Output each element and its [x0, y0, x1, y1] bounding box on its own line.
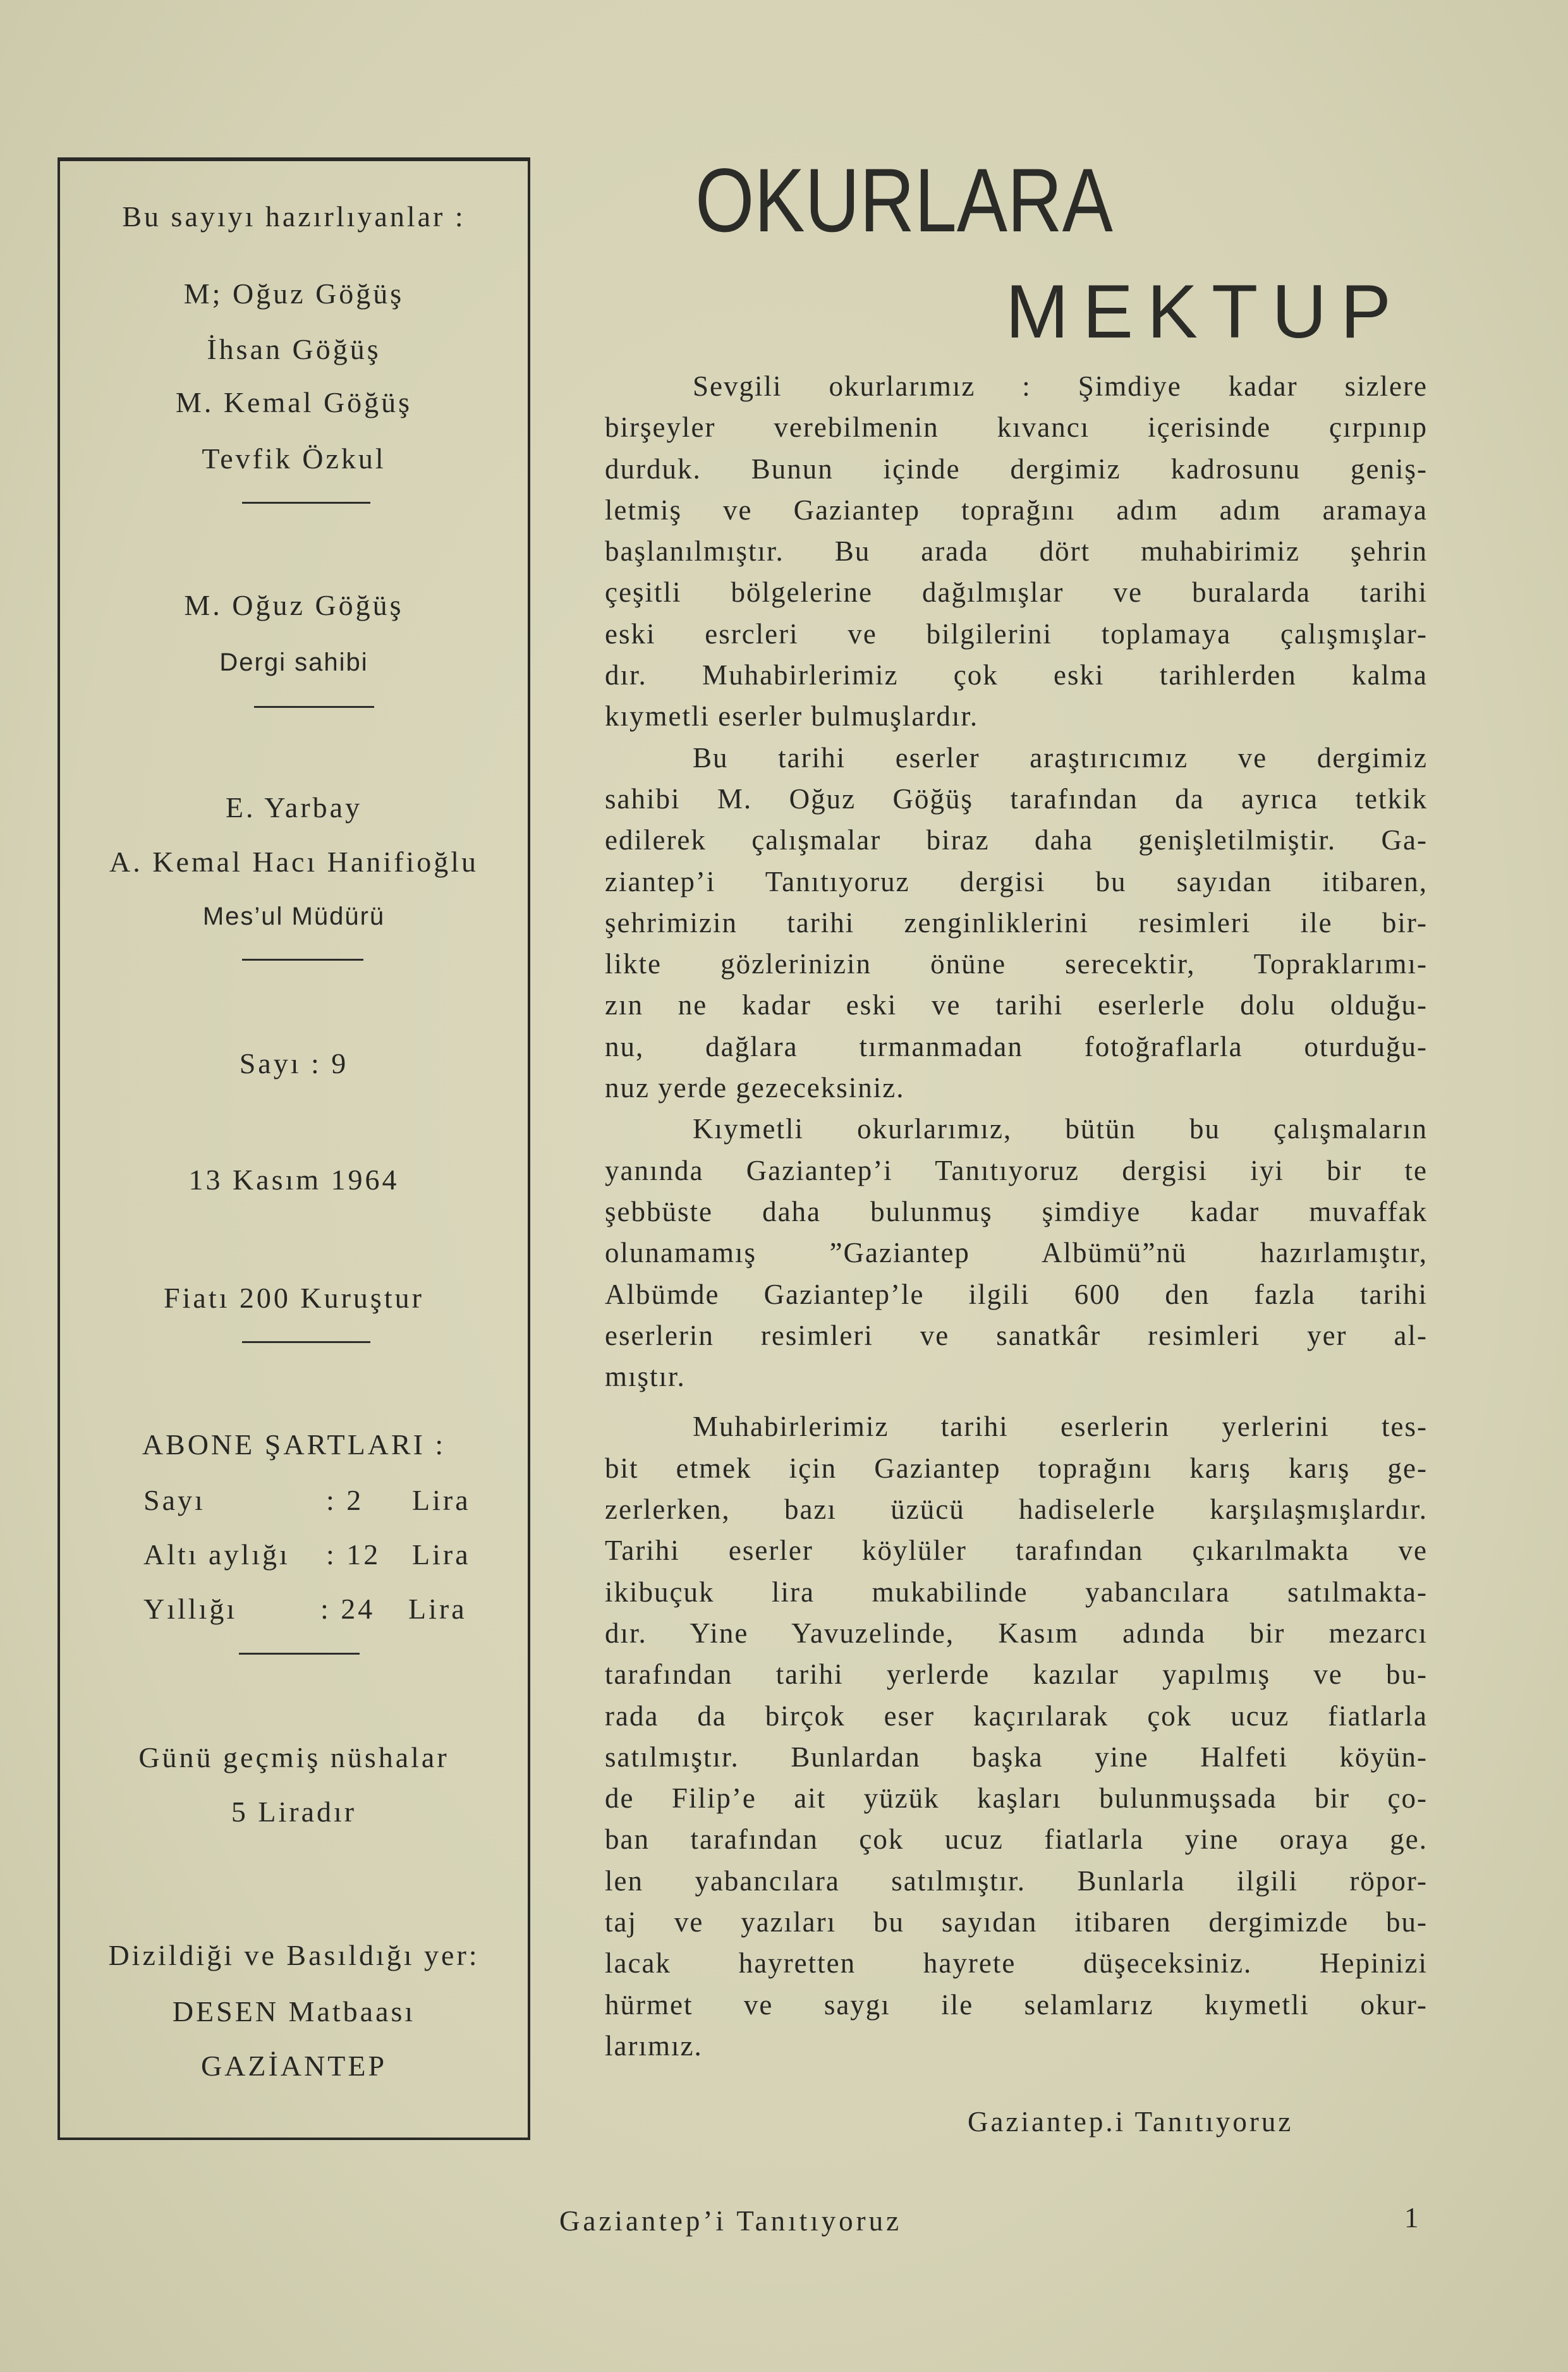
- text-line: çeşitli bölgelerine dağılmışlar ve buralarda tarihi: [605, 576, 1428, 609]
- text-line: sahibi M. Oğuz Göğüş tarafından da ayrıca tetkik: [605, 782, 1428, 815]
- editor-name: İhsan Göğüş: [207, 333, 381, 365]
- article-title-mektup: MEKTUP: [1006, 269, 1406, 354]
- text-line: birşeyler verebilmenin kıvancı içerisinde çırpınıp: [605, 411, 1428, 444]
- owner-name: M. Oğuz Göğüş: [184, 589, 404, 621]
- text-line: lacak hayretten hayrete düşeceksiniz. Hepinizi: [605, 1947, 1428, 1980]
- text-line: dır. Muhabirlerimiz çok eski tarihlerden kalma: [605, 659, 1428, 691]
- subscription-label: Yıllığı: [143, 1593, 238, 1625]
- text-line: kıymetli eserler bulmuşlardır.: [605, 700, 979, 733]
- text-line: zın ne kadar eski ve tarihi eserlerle dolu olduğu-: [605, 989, 1428, 1021]
- text-line: yanında Gaziantep’i Tanıtıyoruz dergisi iyi bir te: [605, 1154, 1428, 1186]
- manager-role: Mes’ul Müdürü: [202, 903, 386, 930]
- text-line: Albümde Gaziantep’le ilgili 600 den fazla tarihi: [605, 1278, 1428, 1310]
- subscription-value: : 2: [326, 1484, 364, 1516]
- subscription-label: Sayı: [143, 1484, 205, 1516]
- text-line: edilerek çalışmalar biraz daha genişletilmiştir. Ga-: [605, 824, 1428, 856]
- text-line: eski esrcleri ve bilgilerini toplamaya çalışmışlar-: [605, 617, 1428, 650]
- article-title-okurlara: OKURLARA: [695, 150, 1113, 251]
- paragraph: [605, 366, 1428, 738]
- text-line: de Filip’e ait yüzük kaşları bulunmuşsada bir ço-: [605, 1782, 1428, 1815]
- text-line: durduk. Bunun içinde dergimiz kadrosunu geniş-: [605, 453, 1428, 485]
- divider: [239, 1653, 360, 1655]
- article-signature: Gaziantep.i Tanıtıyoruz: [968, 2106, 1294, 2138]
- subscription-unit: Lira: [412, 1538, 471, 1571]
- text-line: Sevgili okurlarımız : Şimdiye kadar sizlere: [693, 370, 1428, 402]
- text-line: Tarihi eserler köylüler tarafından çıkarılmakta ve: [605, 1535, 1428, 1567]
- text-line: taj ve yazıları bu sayıdan itibaren dergimizde bu-: [605, 1906, 1428, 1938]
- paragraph: [605, 738, 1428, 1109]
- text-line: şehrimizin tarihi zenginliklerini resimleri ile bir-: [605, 906, 1428, 939]
- masthead-heading: Bu sayıyı hazırlıyanlar :: [122, 200, 466, 233]
- text-line: Muhabirlerimiz tarihi eserlerin yerlerini tes-: [693, 1411, 1428, 1443]
- printer-label: Dizildiği ve Basıldığı yer:: [108, 1939, 480, 1971]
- editor-name: Tevfik Özkul: [202, 442, 386, 475]
- back-issues-note: Günü geçmiş nüshalar: [138, 1741, 449, 1773]
- text-line: şebbüste daha bulunmuş şimdiye kadar muvaffak: [605, 1195, 1428, 1227]
- printer-name: DESEN Matbaası: [172, 1995, 416, 2028]
- footer-magazine-title: Gaziantep’i Tanıtıyoruz: [559, 2205, 903, 2237]
- divider: [242, 959, 363, 961]
- subscription-unit: Lira: [412, 1484, 471, 1516]
- text-line: nuz yerde gezeceksiniz.: [605, 1072, 905, 1104]
- manager-rank: E. Yarbay: [225, 791, 363, 824]
- text-line: hürmet ve saygı ile selamlarız kıymetli okur-: [605, 1988, 1428, 2021]
- text-line: rada da birçok eser kaçırılarak çok ucuz fiatlarla: [605, 1700, 1428, 1732]
- paragraph: [605, 1109, 1428, 1397]
- article-body: [605, 366, 1428, 2067]
- text-line: tarafından tarihi yerlerde kazılar yapılmış ve bu-: [605, 1658, 1428, 1691]
- editor-name: M. Kemal Göğüş: [175, 386, 413, 418]
- text-line: başlanılmıştır. Bu arada dört muhabirimiz şehrin: [605, 535, 1428, 568]
- divider: [242, 502, 370, 504]
- text-line: dır. Yine Yavuzelinde, Kasım adında bir mezarcı: [605, 1617, 1428, 1649]
- text-line: ziantep’i Tanıtıyoruz dergisi bu sayıdan itibaren,: [605, 865, 1428, 897]
- page-number: 1: [1404, 2202, 1419, 2234]
- text-line: nu, dağlara tırmanmadan fotoğraflarla oturduğu-: [605, 1030, 1428, 1062]
- text-line: mıştır.: [605, 1361, 686, 1393]
- text-line: bit etmek için Gaziantep toprağını karış karış ge-: [605, 1452, 1428, 1484]
- text-line: ban tarafından çok ucuz fiatlarla yine oraya ge.: [605, 1823, 1428, 1856]
- issue-date: 13 Kasım 1964: [188, 1164, 399, 1196]
- text-line: eserlerin resimleri ve sanatkâr resimleri yer al-: [605, 1319, 1428, 1351]
- divider: [242, 1341, 370, 1343]
- text-line: len yabancılara satılmıştır. Bunlarla ilgili röpor-: [605, 1864, 1428, 1897]
- text-line: ikibuçuk lira mukabilinde yabancılara satılmakta-: [605, 1576, 1428, 1608]
- text-line: larımız.: [605, 2029, 703, 2062]
- text-line: olunamamış ”Gaziantep Albümü”nü hazırlamıştır,: [605, 1237, 1428, 1269]
- back-issues-price: 5 Liradır: [231, 1796, 357, 1828]
- text-line: Bu tarihi eserler araştırıcımız ve dergimiz: [693, 741, 1428, 774]
- text-line: zerlerken, bazı üzücü hadiselerle karşılaşmışlardır.: [605, 1493, 1428, 1526]
- subscription-heading: ABONE ŞARTLARI :: [142, 1428, 446, 1461]
- text-line: letmiş ve Gaziantep toprağını adım adım aramaya: [605, 494, 1428, 526]
- subscription-value: : 12: [326, 1538, 381, 1571]
- printer-city: GAZİANTEP: [200, 2050, 387, 2082]
- text-line: likte gözlerinizin önüne serecektir, Topraklarımı-: [605, 948, 1428, 980]
- editor-name: M; Oğuz Göğüş: [183, 277, 404, 310]
- issue-price: Fiatı 200 Kuruştur: [164, 1282, 424, 1314]
- paragraph: [605, 1406, 1428, 2067]
- subscription-value: : 24: [320, 1593, 375, 1625]
- owner-role: Dergi sahibi: [219, 648, 368, 676]
- text-line: Kıymetli okurlarımız, bütün bu çalışmaların: [693, 1113, 1428, 1145]
- subscription-label: Altı aylığı: [143, 1538, 290, 1571]
- subscription-unit: Lira: [408, 1593, 467, 1625]
- issue-number: Sayı : 9: [239, 1047, 349, 1080]
- manager-name: A. Kemal Hacı Hanifioğlu: [109, 846, 478, 878]
- divider: [254, 706, 374, 708]
- text-line: satılmıştır. Bunlardan başka yine Halfeti köyün-: [605, 1741, 1428, 1773]
